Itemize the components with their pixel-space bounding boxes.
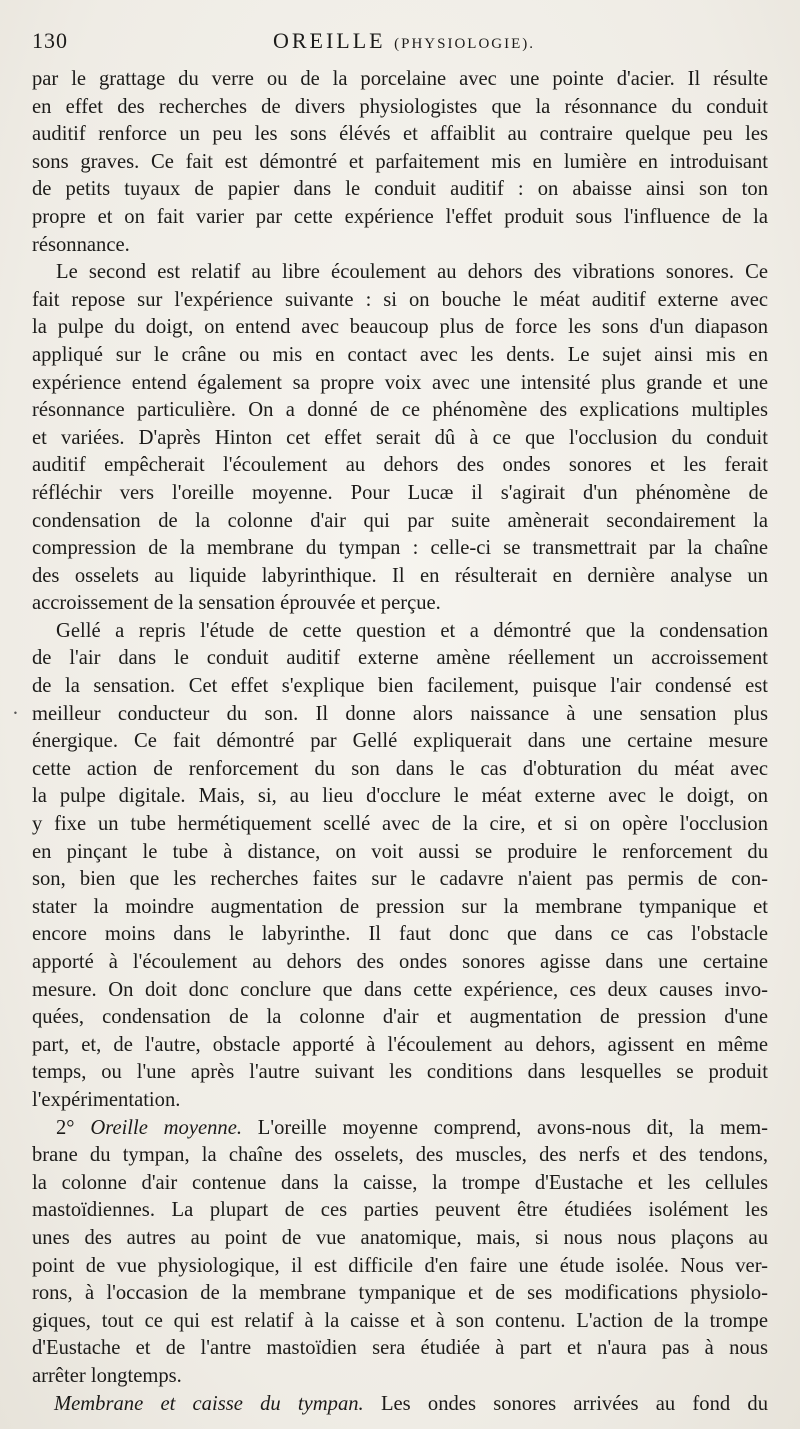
text-line: [32, 425, 768, 453]
body-text: [32, 66, 768, 1418]
text-line: [32, 1308, 768, 1336]
line-text: L'oreille moyenne comprend, avons-nous dit, la mem-: [242, 1116, 768, 1139]
line-text: rons, à l'occasion de la membrane tympanique et de ses modifications physiolo-: [32, 1282, 768, 1305]
line-text: part, et, de l'autre, obstacle apporté à l'écoulement au dehors, agissent en même: [32, 1033, 768, 1056]
page-number: 130: [32, 28, 68, 53]
line-text: unes des autres au point de vue anatomique, mais, si nous nous plaçons au: [32, 1226, 768, 1249]
text-line: [32, 728, 768, 756]
line-text: de l'air dans le conduit auditif externe amène réellement un accroissement: [32, 647, 768, 670]
line-text: par le grattage du verre ou de la porcelaine avec une pointe d'acier. Il résulte: [32, 68, 768, 90]
line-text: réfléchir vers l'oreille moyenne. Pour Lucæ il s'agirait d'un phénomène de: [32, 481, 768, 504]
text-line: [32, 452, 768, 480]
text-line: [32, 590, 768, 618]
text-line: [32, 287, 768, 315]
running-title: [32, 28, 776, 54]
line-text: l'expérimentation.: [32, 1088, 181, 1111]
line-text: accroissement de la sensation éprouvée et perçue.: [32, 592, 441, 615]
line-text: la pulpe digitale. Mais, si, au lieu d'occlure le méat externe avec le doigt, on: [32, 785, 768, 808]
running-head: [32, 28, 776, 60]
line-text: quées, condensation de la colonne d'air et augmentation de pression d'une: [32, 1006, 768, 1029]
text-line: [32, 1115, 768, 1143]
text-line: [32, 259, 768, 287]
text-line: [32, 921, 768, 949]
line-text: des osselets au liquide labyrinthique. Il en résulterait en dernière analyse un: [32, 564, 768, 587]
text-line: [32, 397, 768, 425]
text-line: [32, 1391, 768, 1419]
line-text: cette action de renforcement du son dans le cas d'obturation du méat avec: [32, 757, 768, 780]
line-text: et variées. D'après Hinton cet effet serait dû à ce que l'occlusion du conduit: [32, 426, 768, 449]
running-title-main: OREILLE: [272, 28, 386, 53]
text-line: [32, 783, 768, 811]
text-line: [32, 756, 768, 784]
line-text: en effet des recherches de divers physiologistes que la résonnance du conduit: [32, 95, 768, 118]
line-text: propre et on fait varier par cette expérience l'effet produit sous l'influence de la: [32, 205, 768, 228]
text-line: [32, 701, 768, 729]
section-heading: Membrane et caisse du tympan.: [54, 1392, 364, 1415]
line-text: y fixe un tube hermétiquement scellé avec de la cire, et si on opère l'occlusion: [32, 813, 768, 836]
text-line: [32, 94, 768, 122]
text-line: [32, 894, 768, 922]
text-line: [32, 1004, 768, 1032]
text-line: [32, 618, 768, 646]
text-line: [32, 342, 768, 370]
text-line: [32, 121, 768, 149]
line-text: mastoïdiennes. La plupart de ces parties peuvent être étudiées isolément les: [32, 1199, 768, 1222]
line-text: Gellé a repris l'étude de cette question et a démontré que la condensation: [56, 619, 768, 642]
text-line: [32, 977, 768, 1005]
line-text: appliqué sur le crâne ou mis en contact avec les dents. Le sujet ainsi mis en: [32, 343, 768, 366]
line-text: résonnance.: [32, 233, 130, 256]
line-text: la pulpe du doigt, on entend avec beaucoup plus de force les sons d'un diapason: [32, 316, 768, 339]
text-line: [32, 839, 768, 867]
text-line: [32, 176, 768, 204]
text-line: [32, 149, 768, 177]
section-number: 2°: [56, 1116, 91, 1139]
line-text: résonnance particulière. On a donné de ce phénomène des explications multiples: [32, 399, 768, 422]
running-title-sub: (PHYSIOLOGIE).: [394, 36, 536, 52]
text-line: [32, 1335, 768, 1363]
text-line: [32, 1032, 768, 1060]
line-text: condensation de la colonne d'air qui par suite amènerait secondairement la: [32, 509, 768, 532]
line-text: Le second est relatif au libre écoulement au dehors des vibrations sonores. Ce: [56, 261, 768, 284]
line-text: compression de la membrane du tympan : celle-ci se transmettrait par la chaîne: [32, 537, 768, 560]
text-line: [32, 1170, 768, 1198]
line-text: de la sensation. Cet effet s'explique bien facilement, puisque l'air condensé est: [32, 675, 768, 698]
line-text: apporté à l'écoulement au dehors des ondes sonores agisse dans une certaine: [32, 951, 768, 973]
text-line: [32, 1197, 768, 1225]
line-text: Les ondes sonores arrivées au fond du: [363, 1392, 769, 1415]
text-line: [32, 563, 768, 591]
line-text: giques, tout ce qui est relatif à la caisse et à son contenu. L'action de la trompe: [32, 1309, 768, 1332]
line-text: brane du tympan, la chaîne des osselets, des muscles, des nerfs et des tendons,: [32, 1144, 768, 1167]
text-line: [32, 866, 768, 894]
text-line: [32, 66, 768, 94]
line-text: de petits tuyaux de papier dans le conduit auditif : on abaisse ainsi son ton: [32, 178, 768, 201]
text-line: [32, 370, 768, 398]
text-line: [32, 645, 768, 673]
line-text: sons graves. Ce fait est démontré et parfaitement mis en lumière en introduisant: [32, 150, 768, 173]
line-text: énergique. Ce fait démontré par Gellé expliquerait dans une certaine mesure: [32, 730, 768, 753]
line-text: la colonne d'air contenue dans la caisse, la trompe d'Eustache et les cellules: [32, 1171, 768, 1194]
text-line: [32, 1087, 768, 1115]
text-line: [32, 1059, 768, 1087]
line-text: stater la moindre augmentation de pression sur la membrane tympanique et: [32, 895, 768, 918]
text-line: [32, 1280, 768, 1308]
text-line: [32, 535, 768, 563]
text-line: [32, 232, 768, 260]
text-line: [32, 949, 768, 977]
line-text: mesure. On doit donc conclure que dans cette expérience, ces deux causes invo-: [32, 978, 768, 1001]
line-text: temps, ou l'une après l'autre suivant les conditions dans lesquelles se produit: [32, 1061, 768, 1084]
line-text: arrêter longtemps.: [32, 1364, 182, 1387]
text-line: [32, 204, 768, 232]
line-text: point de vue physiologique, il est difficile d'en faire une étude isolée. Nous ver-: [32, 1254, 768, 1277]
text-line: [32, 480, 768, 508]
section-heading: Oreille moyenne.: [90, 1116, 243, 1139]
line-text: d'Eustache et de l'antre mastoïdien sera étudiée à part et n'aura pas à nous: [32, 1337, 768, 1360]
text-line: [32, 1363, 768, 1391]
text-line: [32, 1225, 768, 1253]
line-text: auditif renforce un peu les sons élévés et affaiblit au contraire quelque peu les: [32, 123, 768, 146]
line-text: encore moins dans le labyrinthe. Il faut donc que dans ce cas l'obstacle: [32, 923, 768, 946]
text-line: [32, 314, 768, 342]
text-line: [32, 1142, 768, 1170]
line-text: auditif empêcherait l'écoulement au dehors des ondes sonores et les ferait: [32, 454, 768, 477]
line-text: meilleur conducteur du son. Il donne alors naissance à une sensation plus: [32, 702, 768, 725]
text-line: [32, 811, 768, 839]
text-line: [32, 1253, 768, 1281]
text-line: [32, 508, 768, 536]
line-text: son, bien que les recherches faites sur le cadavre n'aient pas permis de con-: [32, 868, 768, 891]
line-text: en pinçant le tube à distance, on voit aussi se produire le renforcement du: [32, 840, 768, 863]
text-line: [32, 673, 768, 701]
line-text: fait repose sur l'expérience suivante : si on bouche le méat auditif externe avec: [32, 288, 768, 311]
line-text: expérience entend également sa propre voix avec une intensité plus grande et une: [32, 371, 768, 394]
